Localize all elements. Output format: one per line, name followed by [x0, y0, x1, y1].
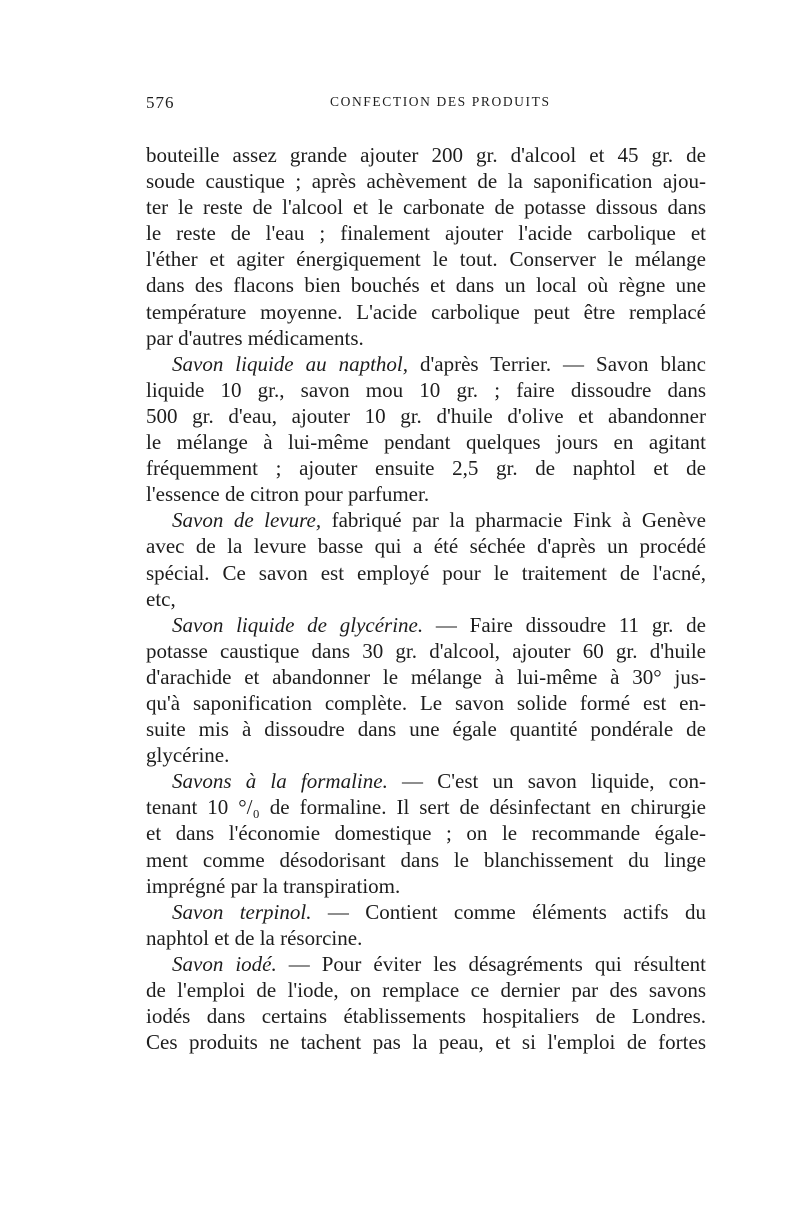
- text-line: glycérine.: [146, 743, 230, 768]
- text-line: d'arachide et abandonner le mélange à lui-même à 30° jus-: [146, 664, 706, 689]
- text-line: liquide 10 gr., savon mou 10 gr. ; faire dissoudre dans: [146, 377, 706, 402]
- text-run: — Pour éviter les désagréments qui résultent: [276, 951, 706, 976]
- text-line: le mélange à lui-même pendant quelques jours en agitant: [146, 430, 706, 455]
- text-line: et dans l'économie domestique ; on le recommande égale-: [146, 821, 706, 846]
- text-run: d'après Terrier. — Savon blanc: [408, 351, 706, 376]
- text-line: naphtol et de la résorcine.: [146, 925, 363, 950]
- text-line: avec de la levure basse qui a été séchée d'après un procédé: [146, 534, 706, 559]
- text-line: suite mis à dissoudre dans une égale quantité pondérale de: [146, 717, 706, 742]
- paragraph-title: Savon terpinol.: [172, 899, 312, 924]
- text-line: par d'autres médicaments.: [146, 325, 364, 350]
- text-line: de l'emploi de l'iode, on remplace ce dernier par des savons: [146, 978, 706, 1002]
- paragraph-title: Savons à la formaline.: [172, 769, 388, 794]
- text-run: — Contient comme éléments actifs du: [311, 899, 706, 924]
- text-line: imprégné par la transpiratiom.: [146, 873, 401, 898]
- text-run: — Faire dissoudre 11 gr. de: [423, 612, 706, 637]
- text-line: le reste de l'eau ; finalement ajouter l'acide carbolique et: [146, 221, 706, 246]
- text-line: [146, 612, 706, 638]
- text-line: [146, 951, 706, 977]
- text-run: fabriqué par la pharmacie Fink à Genève: [321, 508, 706, 533]
- text-line: [146, 507, 706, 533]
- text-line: iodés dans certains établissements hospitaliers de Londres.: [146, 1004, 706, 1029]
- text-line: température moyenne. L'acide carbolique peut être remplacé: [146, 299, 706, 324]
- text-line: ment comme désodorisant dans le blanchissement du linge: [146, 847, 706, 872]
- text-line: potasse caustique dans 30 gr. d'alcool, ajouter 60 gr. d'huile: [146, 638, 706, 663]
- paragraph-title: Savon de levure,: [172, 508, 322, 533]
- text-line: [146, 899, 706, 925]
- text-line: l'éther et agiter énergiquement le tout. Conserver le mélange: [146, 247, 706, 272]
- text-line: [146, 351, 706, 377]
- text-line: l'essence de citron pour parfumer.: [146, 482, 430, 507]
- text-line: [146, 768, 706, 794]
- text-line: 500 gr. d'eau, ajouter 10 gr. d'huile d'olive et abandonner: [146, 403, 706, 428]
- paragraph-title: Savon liquide au napthol,: [172, 351, 408, 376]
- paragraph-title: Savon iodé.: [172, 951, 277, 976]
- text-line: Ces produits ne tachent pas la peau, et si l'emploi de fortes: [146, 1030, 706, 1055]
- text-line: bouteille assez grande ajouter 200 gr. d'alcool et 45 gr. de: [146, 143, 706, 167]
- running-title: CONFECTION DES PRODUITS: [330, 94, 551, 109]
- text-line: ter le reste de l'alcool et le carbonate de potasse dissous dans: [146, 195, 706, 220]
- paragraph-title: Savon liquide de glycérine.: [172, 612, 424, 637]
- body-text: [146, 142, 706, 1055]
- text-line: etc,: [146, 586, 176, 611]
- text-run: — C'est un savon liquide, con-: [387, 769, 706, 794]
- running-head: [146, 93, 706, 115]
- page-number: 576: [146, 93, 175, 112]
- text-line: fréquemment ; ajouter ensuite 2,5 gr. de naphtol et de: [146, 456, 706, 481]
- text-line: dans des flacons bien bouchés et dans un local où règne une: [146, 273, 706, 298]
- text-line: soude caustique ; après achèvement de la saponification ajou-: [146, 169, 706, 194]
- text-line: tenant 10 °/₀ de formaline. Il sert de désinfectant en chirurgie: [146, 795, 706, 820]
- text-line: spécial. Ce savon est employé pour le traitement de l'acné,: [146, 560, 706, 585]
- text-line: qu'à saponification complète. Le savon solide formé est en-: [146, 690, 706, 715]
